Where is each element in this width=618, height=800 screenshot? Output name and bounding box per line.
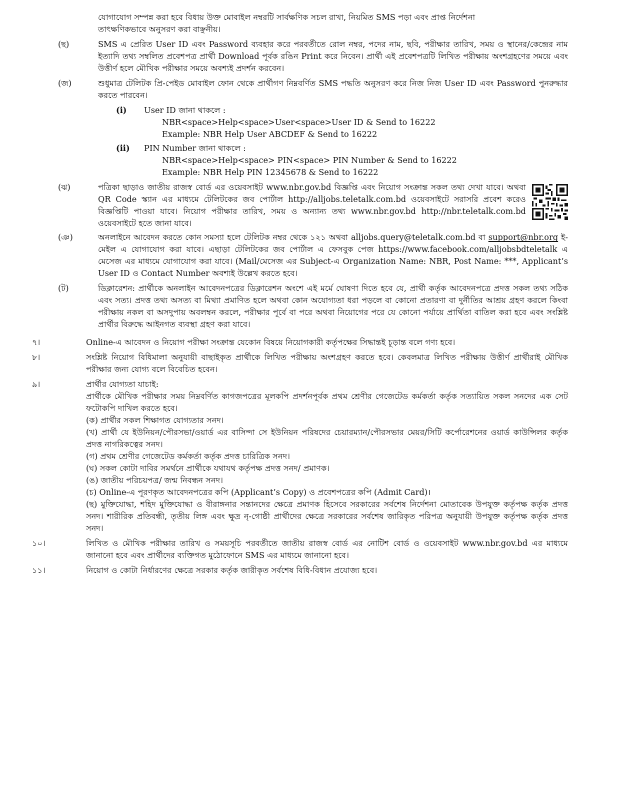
clause-nya <box>58 232 568 280</box>
clause-jha <box>58 182 568 230</box>
sub-marker: (ii) <box>116 142 130 153</box>
list-item: (ক) প্রার্থীর সকল শিক্ষাগত যোগ্যতার সনদ। <box>86 415 224 426</box>
item-11 <box>32 565 568 577</box>
item-number: ৭। <box>32 337 41 348</box>
clause-text-b: ই-মেইল এ যোগাযোগ করা যাবে। এছাড়া টেলিটকের জব পোর্টাল এ ফেসবুক পেজ https://www.facebook.com/alljobsbdteletalk এ মেসেজ এর মাধ্যমে যোগাযোগ করা যাবে। (Mail/মেসেজ এর Subject-এ Organization Name: NBR, Post Name: ***, Applicant’s User ID ও Contact Number অবশ্যই উল্লেখ করতে হবে। <box>98 232 568 279</box>
list-item: (গ) প্রথম শ্রেণীর গেজেটেড কর্মকর্তা কর্তৃক প্রদত্ত চারিত্রিক সনদ। <box>86 450 290 461</box>
sms-code-lines <box>162 155 568 179</box>
sms-code-lines <box>162 117 568 141</box>
clause-marker: (ট) <box>58 283 69 294</box>
clause-marker: (জ) <box>58 77 72 88</box>
clause-text: পত্রিকা ছাড়াও জাতীয় রাজস্ব বোর্ড এর ওয়েবসাইট www.nbr.gov.bd বিজ্ঞপ্তি এবং নিয়োগ সংক্রান্ত সকল তথ্য দেখা যাবে। অথবা QR Code স্ক্যান এর মাধ্যমে টেলিটকের জব পোর্টাল http://alljobs.teletalk.com.bd ওয়েবসাইটে সরাসরি প্রবেশ করেও বিজ্ঞপ্তিটি পাওয়া যাবে। নিয়োগ পরীক্ষার তারিখ, সময় ও অন্যান্য তথ্য www.nbr.gov.bd http://nbr.teletalk.com.bd ওয়েবসাইটে হতে জানা যাবে। <box>98 181 526 228</box>
sms-example-line: Example: NBR Help PIN 12345678 & Send to 16222 <box>162 166 379 177</box>
clause-text: ডিক্লারেশন: প্রার্থীকে অনলাইন আবেদনপত্রের ডিক্লারেশন অংশে এই মর্মে ঘোষণা দিতে হবে যে, প্রার্থী কর্তৃক আবেদনপত্রে প্রদত্ত সকল তথ্য সঠিক এবং সত্য। প্রদত্ত তথ্য অসত্য বা মিথ্যা প্রমাণিত হলে অথবা কোন অযোগ্যতা ধরা পড়লে বা কোনো প্রতারণা বা দুর্নীতির আশ্রয় গ্রহণ করলে কিংবা পরীক্ষায় নকল বা অসদুপায় অবলম্বন করলে, পরীক্ষার পূর্বে বা পরে অথবা নিয়োগের পরে যে কোনো পর্যায়ে প্রার্থিতা বাতিল করা হবে এবং সংশ্লিষ্ট প্রার্থীর বিরুদ্ধে আইনগত ব্যবস্থা গ্রহণ করা যাবে। <box>98 283 568 330</box>
list-item: (ঘ) সকল কোটা দাবির সমর্থনে প্রার্থীকে যথাযথ কর্তৃপক্ষ প্রদত্ত সনদ/ প্রমাণক। <box>86 462 330 473</box>
list-item: (ঙ) জাতীয় পরিচয়পত্র/ জন্ম নিবন্ধন সনদ। <box>86 474 224 485</box>
clause-text: শুধুমাত্র টেলিটক প্রি-পেইড মোবাইল ফোন থেকে প্রার্থীগণ নিম্নবর্ণিত SMS পদ্ধতি অনুসরণ করে নিজ নিজ User ID এবং Password পুনরুদ্ধার করতে পারবেন। <box>98 77 568 100</box>
sub-heading: User ID জানা থাকলে : <box>144 104 226 115</box>
item-8 <box>32 352 568 376</box>
item-9 <box>32 379 568 535</box>
list-item: (খ) প্রার্থী যে ইউনিয়ন/পৌরসভা/ওয়ার্ড এর বাসিন্দা সে ইউনিয়ন পরিষদের চেয়ারম্যান/পৌরসভার মেয়র/সিটি কর্পোরেশনের ওয়ার্ড কাউন্সিলর কর্তৃক প্রদত্ত নাগরিকত্বের সনদ। <box>86 427 568 449</box>
list-item: (ছ) মুক্তিযোদ্ধা, শহিদ মুক্তিযোদ্ধা ও বীরাঙ্গনার সন্তানদের ক্ষেত্রে প্রমাণক হিসেবে সরকারের সর্বশেষ নির্দেশনা মোতাবেক উপযুক্ত কর্তৃপক্ষ কর্তৃক প্রদত্ত সনদ। শারীরিক প্রতিবন্ধী, তৃতীয় লিঙ্গ এবং ক্ষুদ্র নৃ-গোষ্ঠী প্রার্থীদের ক্ষেত্রে সরকারের সর্বশেষ জারিকৃত পরিপত্র অনুযায়ী উপযুক্ত কর্তৃপক্ষ কর্তৃক প্রদত্ত সনদ। <box>86 498 568 533</box>
clause-body <box>98 232 568 280</box>
clause-body <box>98 182 568 230</box>
clause-marker: (ঞ) <box>58 232 73 243</box>
item-text: সংশ্লিষ্ট নিয়োগ বিধিমালা অনুযায়ী বাছাইকৃত প্রার্থীকে লিখিত পরীক্ষায় অংশগ্রহণ করতে হবে। কেবলমাত্র লিখিত পরীক্ষায় উত্তীর্ণ প্রার্থীরাই মৌখিক পরীক্ষার জন্য যোগ্য বলে বিবেচিত হবেন। <box>86 352 568 375</box>
list-item: (চ) Online-এ পূরণকৃত আবেদনপত্রের কপি (Applicant’s Copy) ও প্রবেশপত্রের কপি (Admit Card)। <box>86 486 431 497</box>
sms-format-line: NBR<space>Help<space>User<space>User ID & Send to 16222 <box>162 116 436 127</box>
item-10 <box>32 538 568 562</box>
intro-line-1: যোগাযোগ সম্পন্ন করা হবে বিধায় উক্ত মোবাইল নম্বরটি সার্বক্ষণিক সচল রাখা, নিয়মিত SMS পড়া এবং প্রাপ্ত নির্দেশনা <box>98 12 476 22</box>
sms-sub-userid <box>116 105 568 117</box>
item-text: নিয়োগ ও কোটা নির্ধারণের ক্ষেত্রে সরকার কর্তৃক জারীকৃত সর্বশেষ বিধি-বিধান প্রযোজ্য হবে। <box>86 564 378 575</box>
qr-code-icon[interactable] <box>532 184 568 220</box>
item-number: ৮। <box>32 352 41 363</box>
item-number: ১১। <box>32 564 46 575</box>
item-intro: প্রার্থীকে মৌখিক পরীক্ষার সময় নিম্নবর্ণিত কাগজপত্রের মূলকপি প্রদর্শনপূর্বক প্রথম শ্রেণীর গেজেটেড কর্মকর্তা কর্তৃক সত্যায়িত সকল সনদের এক সেট ফটোকপি দাখিল করতে হবে। <box>86 391 568 414</box>
item-7 <box>32 337 568 349</box>
sms-sub-pin <box>116 143 568 155</box>
item-number: ১০। <box>32 537 46 548</box>
clause-marker: (ঝ) <box>58 181 71 192</box>
sub-marker: (i) <box>116 104 127 115</box>
clause-cha <box>58 39 568 75</box>
clause-ja <box>58 78 568 102</box>
sms-format-line: NBR<space>Help<space> PIN<space> PIN Number & Send to 16222 <box>162 154 457 165</box>
clause-ta <box>58 283 568 331</box>
numbered-items <box>32 337 568 576</box>
sms-example-line: Example: NBR Help User ABCDEF & Send to 16222 <box>162 128 378 139</box>
sms-instructions <box>116 105 568 179</box>
item-number: ৯। <box>32 379 41 390</box>
support-email-link[interactable]: support@nbr.org <box>488 232 559 243</box>
intro-paragraph <box>98 12 568 36</box>
intro-line-2: তাৎক্ষণিকভাবে অনুসরণ করা বাঞ্ছনীয়। <box>98 23 221 34</box>
clause-text: SMS এ প্রেরিত User ID এবং Password ব্যবহার করে পরবর্তীতে রোল নম্বর, পদের নাম, ছবি, পরীক্ষার তারিখ, সময় ও স্থানের/কেন্দ্রের নাম ইত্যাদি তথ্য সম্বলিত প্রবেশপত্র প্রার্থী Download পূর্বক রঙিন Print করে নিবেন। প্রার্থী এই প্রবেশপত্রটি লিখিত পরীক্ষায় অংশগ্রহণের সময়ে এবং উত্তীর্ণ হলে মৌখিক পরীক্ষার সময়ে অবশ্যই প্রদর্শন করবেন। <box>98 38 568 73</box>
clause-marker: (ছ) <box>58 38 70 49</box>
item-text: লিখিত ও মৌখিক পরীক্ষার তারিখ ও সময়সূচি পরবর্তীতে জাতীয় রাজস্ব বোর্ড এর নোটিশ বোর্ড ও ওয়েবসাইট www.nbr.gov.bd এর মাধ্যমে জানানো হবে এবং প্রার্থীদের ব্যক্তিগত মুঠোফোনে SMS এর মাধ্যমে জানানো হবে। <box>86 537 568 560</box>
item-title: প্রার্থীর যোগ্যতা যাচাই: <box>86 379 159 390</box>
item-text: Online-এ আবেদন ও নিয়োগ পরীক্ষা সংক্রান্ত যেকোন বিষয়ে নিয়োগকারী কর্তৃপক্ষের সিদ্ধান্তই চূড়ান্ত বলে গণ্য হবে। <box>86 337 456 348</box>
item-body <box>86 379 568 535</box>
clause-text-a: অনলাইনে আবেদন করতে কোন সমস্যা হলে টেলিটক নম্বর থেকে ১২১ অথবা alljobs.query@teletalk.com.bd বা <box>98 232 486 243</box>
sub-heading: PIN Number জানা থাকলে : <box>144 142 246 153</box>
